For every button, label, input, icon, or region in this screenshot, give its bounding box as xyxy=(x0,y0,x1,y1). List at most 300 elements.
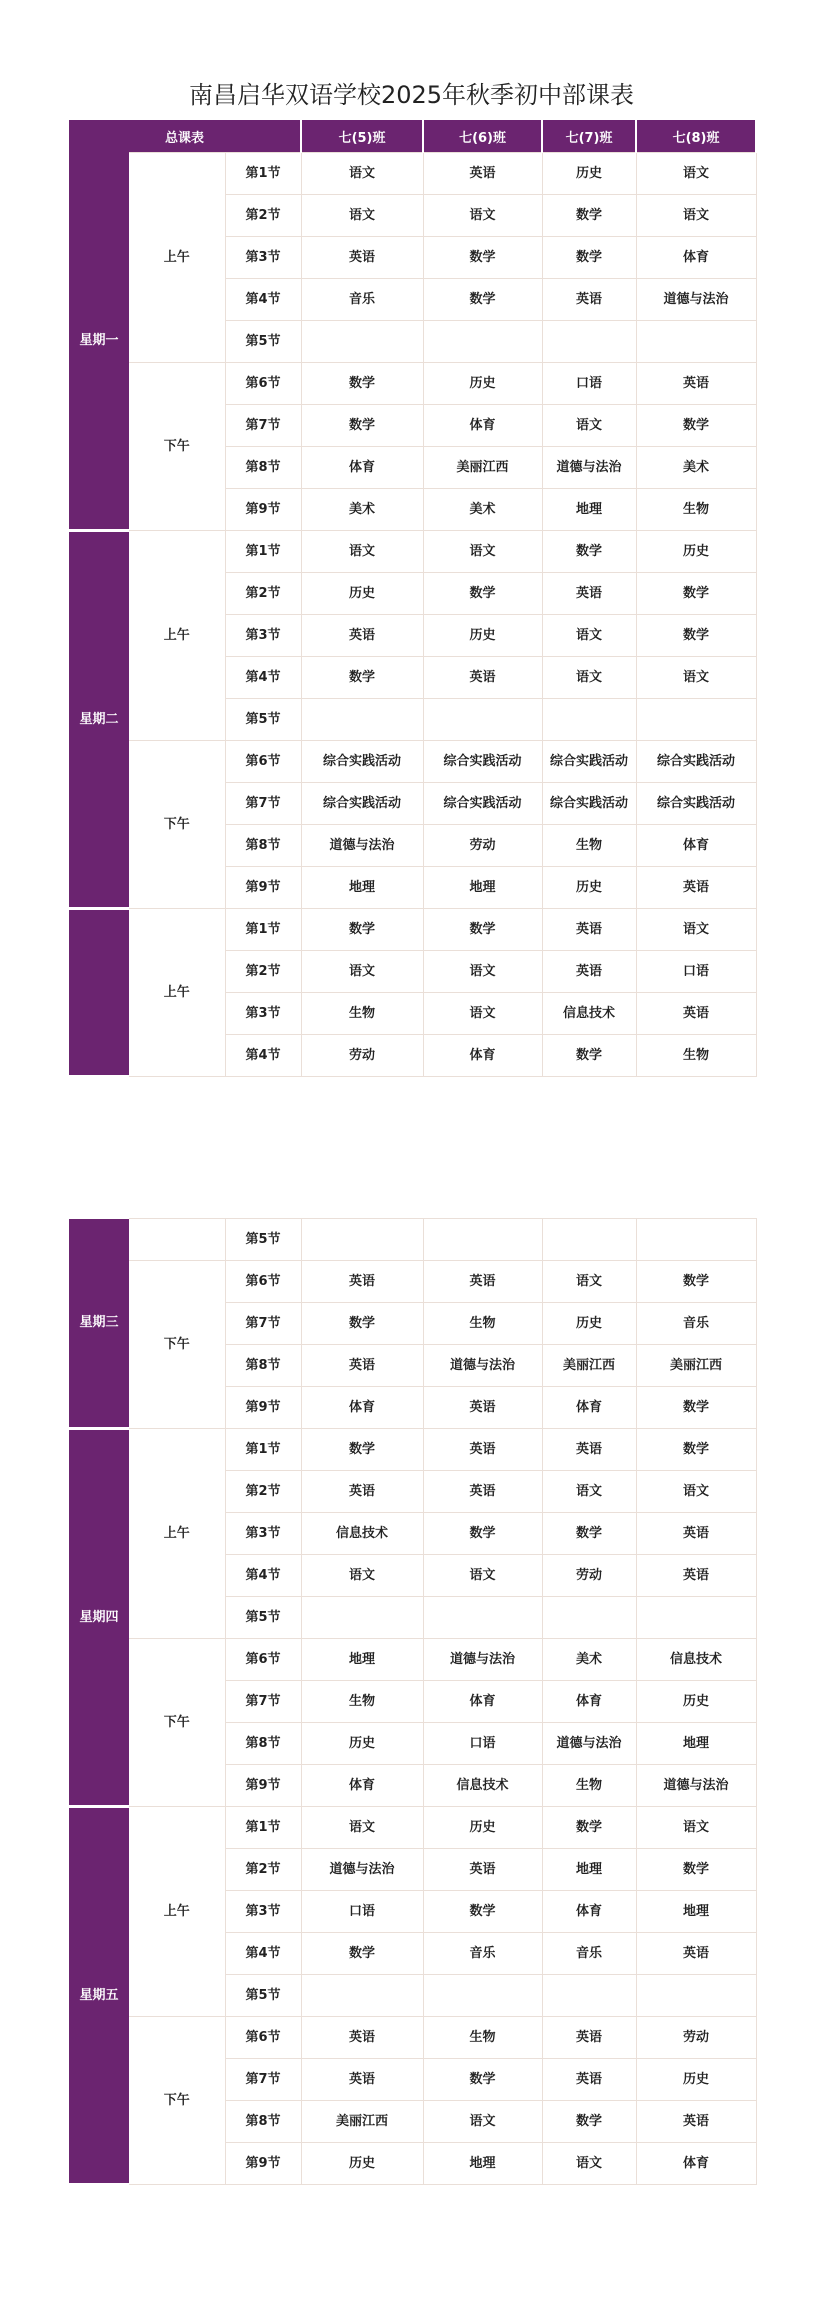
subject-text: 劳动 xyxy=(575,1568,602,1583)
subject-text: 综合实践活动 xyxy=(550,754,629,769)
class-header: 七(6)班 xyxy=(423,120,542,153)
subject-cell xyxy=(301,2101,423,2143)
subject-cell xyxy=(301,489,423,531)
subject-cell xyxy=(542,447,636,489)
period-label: 第4节 xyxy=(225,1035,301,1077)
period-label: 第3节 xyxy=(225,1891,301,1933)
day-label xyxy=(69,909,129,1077)
subject-cell xyxy=(423,1471,542,1513)
subject-cell xyxy=(636,1723,756,1765)
subject-text: 历史 xyxy=(469,1820,496,1835)
subject-cell xyxy=(542,1261,636,1303)
subject-text: 数学 xyxy=(576,1048,603,1063)
subject-text: 英语 xyxy=(575,2072,602,2087)
subject-cell xyxy=(542,2101,636,2143)
subject-text: 口语 xyxy=(348,1904,375,1919)
subject-cell xyxy=(423,909,542,951)
period-label: 第3节 xyxy=(225,615,301,657)
subject-text: 语文 xyxy=(469,544,496,559)
subject-text: 信息技术 xyxy=(456,1778,509,1793)
subject-text: 语文 xyxy=(349,166,376,181)
subject-text: 生物 xyxy=(683,1048,710,1063)
day-label: 星期二 xyxy=(69,531,129,909)
subject-text: 数学 xyxy=(469,250,496,265)
period-label: 第9节 xyxy=(225,2143,301,2185)
subject-text: 语文 xyxy=(469,1006,496,1021)
subject-cell xyxy=(542,237,636,279)
subject-cell xyxy=(636,867,756,909)
subject-text: 历史 xyxy=(683,544,710,559)
subject-cell xyxy=(636,1471,756,1513)
half-day-label: 下午 xyxy=(129,1639,225,1807)
subject-text: 英语 xyxy=(469,670,496,685)
subject-cell xyxy=(301,1035,423,1077)
subject-cell xyxy=(542,1555,636,1597)
subject-cell xyxy=(636,615,756,657)
subject-text: 语文 xyxy=(683,208,710,223)
subject-text: 英语 xyxy=(469,1442,496,1457)
subject-cell xyxy=(301,321,423,363)
subject-cell xyxy=(423,2059,542,2101)
subject-text: 美丽江西 xyxy=(562,1358,615,1373)
subject-text: 数学 xyxy=(682,1862,709,1877)
subject-text: 英语 xyxy=(349,250,376,265)
subject-text: 数学 xyxy=(683,628,710,643)
subject-cell xyxy=(301,741,423,783)
subject-text: 美丽江西 xyxy=(335,2114,388,2129)
subject-cell xyxy=(301,783,423,825)
subject-text: 数学 xyxy=(349,922,376,937)
subject-cell xyxy=(636,1765,756,1807)
subject-cell xyxy=(636,993,756,1035)
subject-cell xyxy=(636,1681,756,1723)
half-day-label: 上午 xyxy=(129,909,225,1077)
subject-text: 英语 xyxy=(469,1484,496,1499)
subject-text: 劳动 xyxy=(469,838,496,853)
subject-cell xyxy=(423,825,542,867)
period-label: 第7节 xyxy=(225,783,301,825)
period-label: 第4节 xyxy=(225,1933,301,1975)
subject-cell xyxy=(542,1723,636,1765)
subject-cell xyxy=(301,153,423,195)
subject-text: 语文 xyxy=(349,208,376,223)
subject-cell xyxy=(423,2101,542,2143)
subject-text: 数学 xyxy=(469,292,496,307)
subject-cell xyxy=(636,1639,756,1681)
subject-cell xyxy=(301,909,423,951)
period-label: 第3节 xyxy=(225,993,301,1035)
subject-text: 数学 xyxy=(469,2072,496,2087)
subject-cell xyxy=(542,867,636,909)
period-label: 第1节 xyxy=(225,153,301,195)
period-label: 第8节 xyxy=(225,1723,301,1765)
subject-text: 体育 xyxy=(469,418,496,433)
subject-text: 体育 xyxy=(349,460,376,475)
subject-cell xyxy=(301,2143,423,2185)
subject-cell xyxy=(423,153,542,195)
subject-cell xyxy=(636,657,756,699)
subject-cell xyxy=(542,741,636,783)
subject-cell xyxy=(542,951,636,993)
subject-cell xyxy=(423,321,542,363)
subject-cell xyxy=(301,1933,423,1975)
period-label: 第2节 xyxy=(225,951,301,993)
subject-cell xyxy=(423,1765,542,1807)
subject-cell xyxy=(301,195,423,237)
subject-cell xyxy=(423,531,542,573)
subject-cell xyxy=(301,825,423,867)
subject-text: 语文 xyxy=(576,670,603,685)
subject-cell xyxy=(423,1597,542,1639)
subject-text: 英语 xyxy=(682,2114,709,2129)
subject-cell xyxy=(423,1891,542,1933)
subject-cell xyxy=(636,825,756,867)
day-label: 星期一 xyxy=(69,153,129,531)
subject-text: 语文 xyxy=(469,2114,496,2129)
subject-text: 数学 xyxy=(682,1274,709,1289)
subject-cell xyxy=(542,531,636,573)
table-row xyxy=(69,153,756,195)
subject-text: 地理 xyxy=(348,1652,375,1667)
subject-text: 英语 xyxy=(348,2072,375,2087)
subject-text: 英语 xyxy=(349,628,376,643)
subject-cell xyxy=(423,1555,542,1597)
subject-cell xyxy=(636,1597,756,1639)
subject-cell xyxy=(423,1387,542,1429)
subject-text: 数学 xyxy=(576,544,603,559)
subject-text: 英语 xyxy=(469,1274,496,1289)
subject-text: 语文 xyxy=(349,544,376,559)
subject-cell xyxy=(423,1975,542,2017)
subject-cell xyxy=(542,615,636,657)
subject-text: 语文 xyxy=(683,166,710,181)
subject-cell xyxy=(423,237,542,279)
subject-cell xyxy=(423,867,542,909)
subject-text: 口语 xyxy=(683,964,710,979)
subject-text: 历史 xyxy=(576,880,603,895)
subject-text: 英语 xyxy=(683,376,710,391)
subject-text: 历史 xyxy=(349,586,376,601)
period-label: 第6节 xyxy=(225,363,301,405)
subject-cell xyxy=(636,1849,756,1891)
period-label: 第2节 xyxy=(225,573,301,615)
subject-cell xyxy=(423,2017,542,2059)
subject-text: 劳动 xyxy=(682,2030,709,2045)
subject-text: 综合实践活动 xyxy=(323,796,402,811)
timetable-part-1 xyxy=(69,120,757,1078)
subject-text: 语文 xyxy=(683,670,710,685)
subject-text: 历史 xyxy=(469,376,496,391)
subject-cell xyxy=(301,1891,423,1933)
subject-cell xyxy=(542,2017,636,2059)
period-label: 第4节 xyxy=(225,1555,301,1597)
subject-text: 美术 xyxy=(683,460,710,475)
subject-cell xyxy=(636,1933,756,1975)
subject-text: 地理 xyxy=(469,880,496,895)
subject-text: 信息技术 xyxy=(335,1526,388,1541)
subject-text: 道德与法治 xyxy=(556,460,622,475)
subject-cell xyxy=(542,1219,636,1261)
period-label: 第5节 xyxy=(225,699,301,741)
page-title: 南昌启华双语学校2025年秋季初中部课表 xyxy=(188,81,635,109)
subject-text: 数学 xyxy=(348,1946,375,1961)
subject-cell xyxy=(636,1429,756,1471)
subject-cell xyxy=(636,2017,756,2059)
class-header: 七(7)班 xyxy=(542,120,636,153)
subject-text: 历史 xyxy=(348,1736,375,1751)
subject-cell xyxy=(542,993,636,1035)
period-label: 第5节 xyxy=(225,321,301,363)
subject-cell xyxy=(542,1303,636,1345)
subject-text: 综合实践活动 xyxy=(323,754,402,769)
subject-text: 道德与法治 xyxy=(449,1652,515,1667)
period-label: 第1节 xyxy=(225,1807,301,1849)
period-label: 第6节 xyxy=(225,1639,301,1681)
subject-cell xyxy=(423,1933,542,1975)
subject-text: 数学 xyxy=(469,586,496,601)
subject-cell xyxy=(542,2143,636,2185)
period-label: 第5节 xyxy=(225,1975,301,2017)
subject-text: 语文 xyxy=(348,1568,375,1583)
subject-text: 道德与法治 xyxy=(556,1736,622,1751)
subject-text: 数学 xyxy=(469,1526,496,1541)
subject-cell xyxy=(301,405,423,447)
subject-cell xyxy=(636,2059,756,2101)
subject-cell xyxy=(542,279,636,321)
subject-text: 体育 xyxy=(683,838,710,853)
subject-cell xyxy=(301,1471,423,1513)
subject-cell xyxy=(301,699,423,741)
subject-cell xyxy=(542,1345,636,1387)
subject-cell xyxy=(636,1891,756,1933)
subject-cell xyxy=(636,363,756,405)
subject-cell xyxy=(423,699,542,741)
subject-text: 历史 xyxy=(576,166,603,181)
subject-text: 体育 xyxy=(682,2156,709,2171)
subject-cell xyxy=(423,2143,542,2185)
subject-cell xyxy=(423,279,542,321)
subject-text: 数学 xyxy=(576,250,603,265)
subject-cell xyxy=(636,951,756,993)
subject-cell xyxy=(542,363,636,405)
subject-cell xyxy=(301,867,423,909)
subject-text: 综合实践活动 xyxy=(443,796,522,811)
subject-text: 音乐 xyxy=(575,1946,602,1961)
subject-cell xyxy=(423,363,542,405)
subject-text: 语文 xyxy=(575,1484,602,1499)
subject-cell xyxy=(301,951,423,993)
subject-cell xyxy=(301,2017,423,2059)
subject-text: 生物 xyxy=(469,2030,496,2045)
period-label: 第7节 xyxy=(225,1681,301,1723)
subject-cell xyxy=(636,2101,756,2143)
table-row xyxy=(69,1261,756,1303)
subject-text: 数学 xyxy=(469,1904,496,1919)
subject-cell xyxy=(423,993,542,1035)
subject-cell xyxy=(301,1639,423,1681)
period-label: 第8节 xyxy=(225,447,301,489)
subject-text: 语文 xyxy=(682,1484,709,1499)
subject-cell xyxy=(542,699,636,741)
subject-cell xyxy=(301,447,423,489)
subject-cell xyxy=(636,195,756,237)
subject-text: 语文 xyxy=(469,964,496,979)
subject-cell xyxy=(423,1429,542,1471)
half-day-label: 上午 xyxy=(129,153,225,363)
subject-cell xyxy=(636,1035,756,1077)
subject-text: 体育 xyxy=(469,1694,496,1709)
subject-text: 地理 xyxy=(682,1736,709,1751)
subject-cell xyxy=(636,279,756,321)
subject-text: 英语 xyxy=(576,586,603,601)
subject-text: 数学 xyxy=(349,376,376,391)
table-row xyxy=(69,363,756,405)
half-day-label: 下午 xyxy=(129,1261,225,1429)
timetable-part-2 xyxy=(69,1218,757,2186)
period-label: 第1节 xyxy=(225,531,301,573)
subject-text: 美术 xyxy=(469,502,496,517)
subject-cell xyxy=(636,2143,756,2185)
subject-text: 历史 xyxy=(348,2156,375,2171)
subject-text: 历史 xyxy=(575,1316,602,1331)
subject-text: 美术 xyxy=(349,502,376,517)
subject-text: 信息技术 xyxy=(669,1652,722,1667)
subject-text: 英语 xyxy=(469,1862,496,1877)
day-label: 星期三 xyxy=(69,1219,129,1429)
period-label: 第7节 xyxy=(225,405,301,447)
subject-cell xyxy=(542,1035,636,1077)
subject-cell xyxy=(423,741,542,783)
subject-cell xyxy=(636,1513,756,1555)
subject-cell xyxy=(423,1035,542,1077)
table-row xyxy=(69,1219,756,1261)
table-row xyxy=(69,1807,756,1849)
subject-text: 语文 xyxy=(469,1568,496,1583)
subject-cell xyxy=(542,153,636,195)
subject-cell xyxy=(423,1639,542,1681)
subject-text: 美丽江西 xyxy=(456,460,509,475)
subject-text: 数学 xyxy=(575,1526,602,1541)
period-label: 第1节 xyxy=(225,1429,301,1471)
subject-cell xyxy=(542,825,636,867)
subject-text: 数学 xyxy=(682,1442,709,1457)
subject-cell xyxy=(636,447,756,489)
subject-text: 生物 xyxy=(348,1694,375,1709)
subject-cell xyxy=(423,1345,542,1387)
subject-text: 音乐 xyxy=(469,1946,496,1961)
subject-cell xyxy=(636,1387,756,1429)
subject-cell xyxy=(423,615,542,657)
period-label: 第2节 xyxy=(225,195,301,237)
subject-cell xyxy=(542,1639,636,1681)
period-label: 第1节 xyxy=(225,909,301,951)
subject-cell xyxy=(423,1807,542,1849)
subject-cell xyxy=(542,1681,636,1723)
subject-cell xyxy=(636,237,756,279)
subject-text: 体育 xyxy=(575,1400,602,1415)
period-label: 第5节 xyxy=(225,1597,301,1639)
day-label: 星期五 xyxy=(69,1807,129,2185)
subject-cell xyxy=(301,2059,423,2101)
subject-text: 生物 xyxy=(576,838,603,853)
subject-text: 地理 xyxy=(575,1862,602,1877)
subject-cell xyxy=(542,1387,636,1429)
period-label: 第3节 xyxy=(225,237,301,279)
subject-cell xyxy=(301,1219,423,1261)
subject-text: 道德与法治 xyxy=(329,1862,395,1877)
subject-cell xyxy=(301,1765,423,1807)
subject-text: 道德与法治 xyxy=(449,1358,515,1373)
subject-text: 英语 xyxy=(576,292,603,307)
subject-text: 生物 xyxy=(469,1316,496,1331)
subject-text: 地理 xyxy=(469,2156,496,2171)
subject-text: 数学 xyxy=(575,1820,602,1835)
table-row xyxy=(69,531,756,573)
subject-cell xyxy=(636,321,756,363)
period-label: 第8节 xyxy=(225,1345,301,1387)
subject-text: 数学 xyxy=(348,1316,375,1331)
subject-cell xyxy=(636,783,756,825)
half-day-label xyxy=(129,1219,225,1261)
period-label: 第6节 xyxy=(225,2017,301,2059)
subject-text: 语文 xyxy=(349,964,376,979)
day-label: 星期四 xyxy=(69,1429,129,1807)
subject-cell xyxy=(636,489,756,531)
subject-cell xyxy=(636,1975,756,2017)
subject-text: 英语 xyxy=(575,1442,602,1457)
subject-cell xyxy=(301,1261,423,1303)
subject-cell xyxy=(301,1807,423,1849)
subject-text: 英语 xyxy=(348,1274,375,1289)
subject-cell xyxy=(542,1471,636,1513)
subject-cell xyxy=(636,153,756,195)
period-label: 第5节 xyxy=(225,1219,301,1261)
subject-cell xyxy=(301,1681,423,1723)
subject-cell xyxy=(423,1513,542,1555)
class-header: 七(8)班 xyxy=(636,120,756,153)
subject-cell xyxy=(636,741,756,783)
subject-text: 语文 xyxy=(575,1274,602,1289)
subject-text: 历史 xyxy=(682,2072,709,2087)
subject-cell xyxy=(542,783,636,825)
subject-text: 体育 xyxy=(683,250,710,265)
subject-text: 地理 xyxy=(682,1904,709,1919)
subject-text: 生物 xyxy=(683,502,710,517)
subject-text: 体育 xyxy=(575,1904,602,1919)
subject-text: 数学 xyxy=(683,418,710,433)
subject-cell xyxy=(301,615,423,657)
subject-text: 英语 xyxy=(682,1526,709,1541)
subject-cell xyxy=(542,405,636,447)
subject-text: 美丽江西 xyxy=(669,1358,722,1373)
subject-cell xyxy=(636,909,756,951)
subject-text: 数学 xyxy=(348,1442,375,1457)
period-label: 第6节 xyxy=(225,741,301,783)
subject-cell xyxy=(636,405,756,447)
subject-text: 语文 xyxy=(348,1820,375,1835)
subject-text: 语文 xyxy=(682,1820,709,1835)
subject-cell xyxy=(542,1513,636,1555)
table-row xyxy=(69,741,756,783)
subject-text: 数学 xyxy=(575,2114,602,2129)
subject-cell xyxy=(636,1807,756,1849)
subject-cell xyxy=(301,363,423,405)
subject-cell xyxy=(301,1849,423,1891)
subject-cell xyxy=(423,489,542,531)
subject-text: 英语 xyxy=(682,1946,709,1961)
subject-cell xyxy=(301,531,423,573)
subject-cell xyxy=(301,1555,423,1597)
